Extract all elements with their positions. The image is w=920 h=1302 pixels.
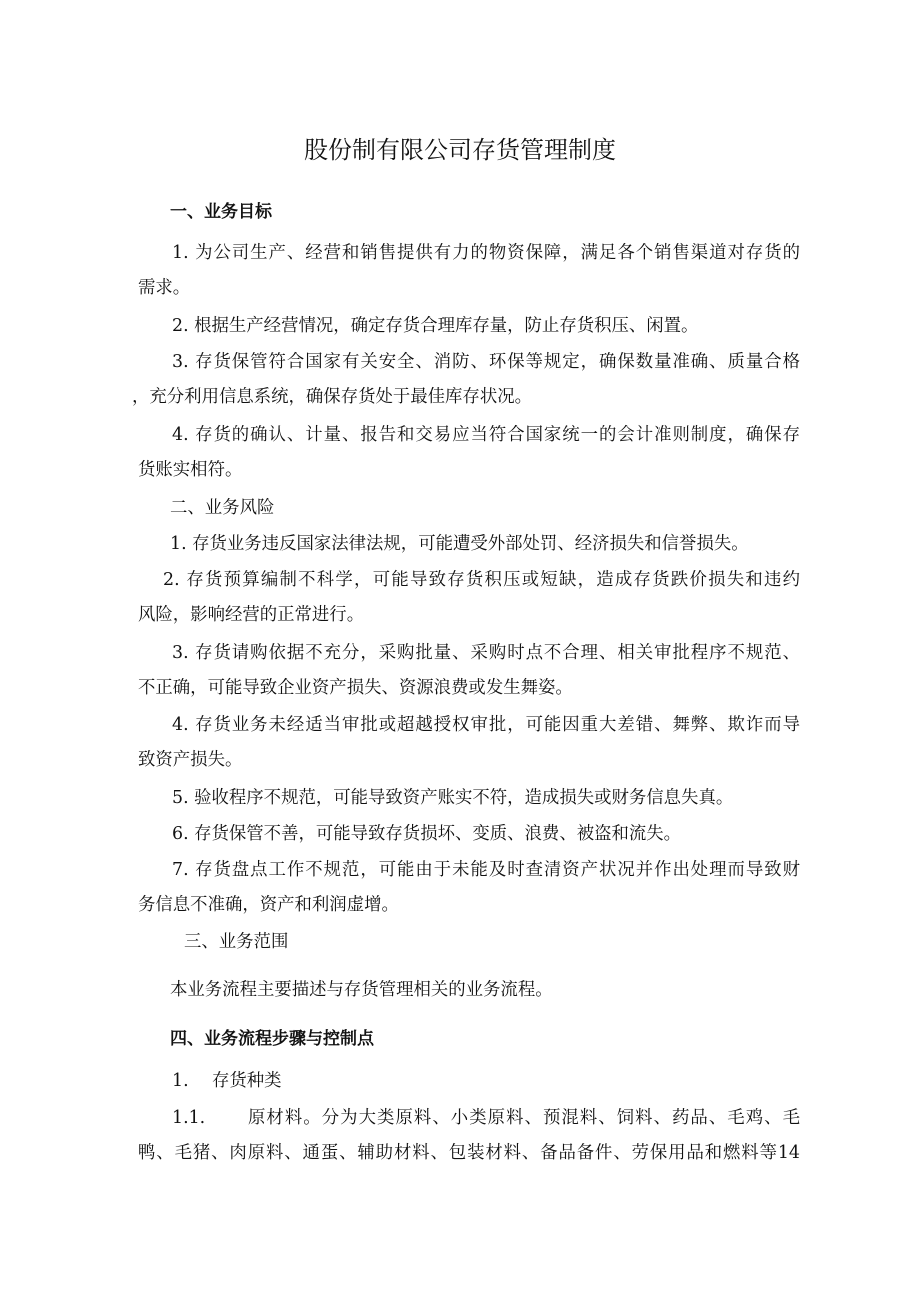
goal-item-2: 2. 根据生产经营情况，确定存货合理库存量，防止存货积压、闲置。 <box>172 316 699 336</box>
risk-item-4-line-2: 致资产损失。 <box>138 750 243 770</box>
risk-item-5: 5. 验收程序不规范，可能导致资产账实不符，造成损失或财务信息失真。 <box>172 788 734 808</box>
scope-paragraph: 本业务流程主要描述与存货管理相关的业务流程。 <box>170 980 553 1000</box>
process-item-1-label: 存货种类 <box>212 1071 282 1091</box>
risk-item-3-line-1: 3. 存货请购依据不充分，采购批量、采购时点不合理、相关审批程序不规范、 <box>172 643 800 663</box>
page-title: 股份制有限公司存货管理制度 <box>304 136 616 164</box>
risk-item-2-line-2: 风险，影响经营的正常进行。 <box>138 605 365 625</box>
process-item-1-number: 1. <box>172 1071 189 1091</box>
goal-item-3-line-1: 3. 存货保管符合国家有关安全、消防、环保等规定，确保数量准确、质量合格 <box>172 352 800 372</box>
risk-item-4-line-1: 4. 存货业务未经适当审批或超越授权审批，可能因重大差错、舞弊、欺诈而导 <box>172 715 800 735</box>
risk-item-3-line-2: 不正确，可能导致企业资产损失、资源浪费或发生舞姿。 <box>138 678 573 698</box>
section-heading-process: 四、业务流程步骤与控制点 <box>170 1029 374 1049</box>
section-heading-goals: 一、业务目标 <box>170 202 272 222</box>
goal-item-1-line-1: 1. 为公司生产、经营和销售提供有力的物资保障，满足各个销售渠道对存货的 <box>172 243 800 263</box>
process-item-1 <box>172 1068 282 1094</box>
section-heading-risks: 二、业务风险 <box>170 498 275 518</box>
process-item-1-1-number: 1.1. <box>172 1108 206 1128</box>
goal-item-4-line-1: 4. 存货的确认、计量、报告和交易应当符合国家统一的会计准则制度，确保存 <box>172 425 800 445</box>
risk-item-2-line-1: 2. 存货预算编制不科学，可能导致存货积压或短缺，造成存货跌价损失和违约 <box>163 570 800 590</box>
process-item-1-1-line-2: 鸭、毛猪、肉原料、通蛋、辅助材料、包装材料、备品备件、劳保用品和燃料等14 <box>138 1143 800 1163</box>
process-item-1-1-text: 原材料。分为大类原料、小类原料、预混料、饲料、药品、毛鸡、毛 <box>248 1108 800 1128</box>
section-heading-scope: 三、业务范围 <box>184 932 289 952</box>
process-item-1-1-line-1 <box>172 1105 800 1131</box>
goal-item-1-line-2: 需求。 <box>138 278 191 298</box>
risk-item-7-line-2: 务信息不准确，资产和利润虚增。 <box>138 895 399 915</box>
goal-item-4-line-2: 货账实相符。 <box>138 460 243 480</box>
risk-item-1: 1. 存货业务违反国家法律法规，可能遭受外部处罚、经济损失和信誉损失。 <box>170 534 749 554</box>
risk-item-6: 6. 存货保管不善，可能导致存货损坏、变质、浪费、被盗和流失。 <box>172 824 682 844</box>
goal-item-3-line-2: ，充分利用信息系统，确保存货处于最佳库存状况。 <box>132 387 532 407</box>
risk-item-7-line-1: 7. 存货盘点工作不规范，可能由于未能及时查清资产状况并作出处理而导致财 <box>172 860 800 880</box>
